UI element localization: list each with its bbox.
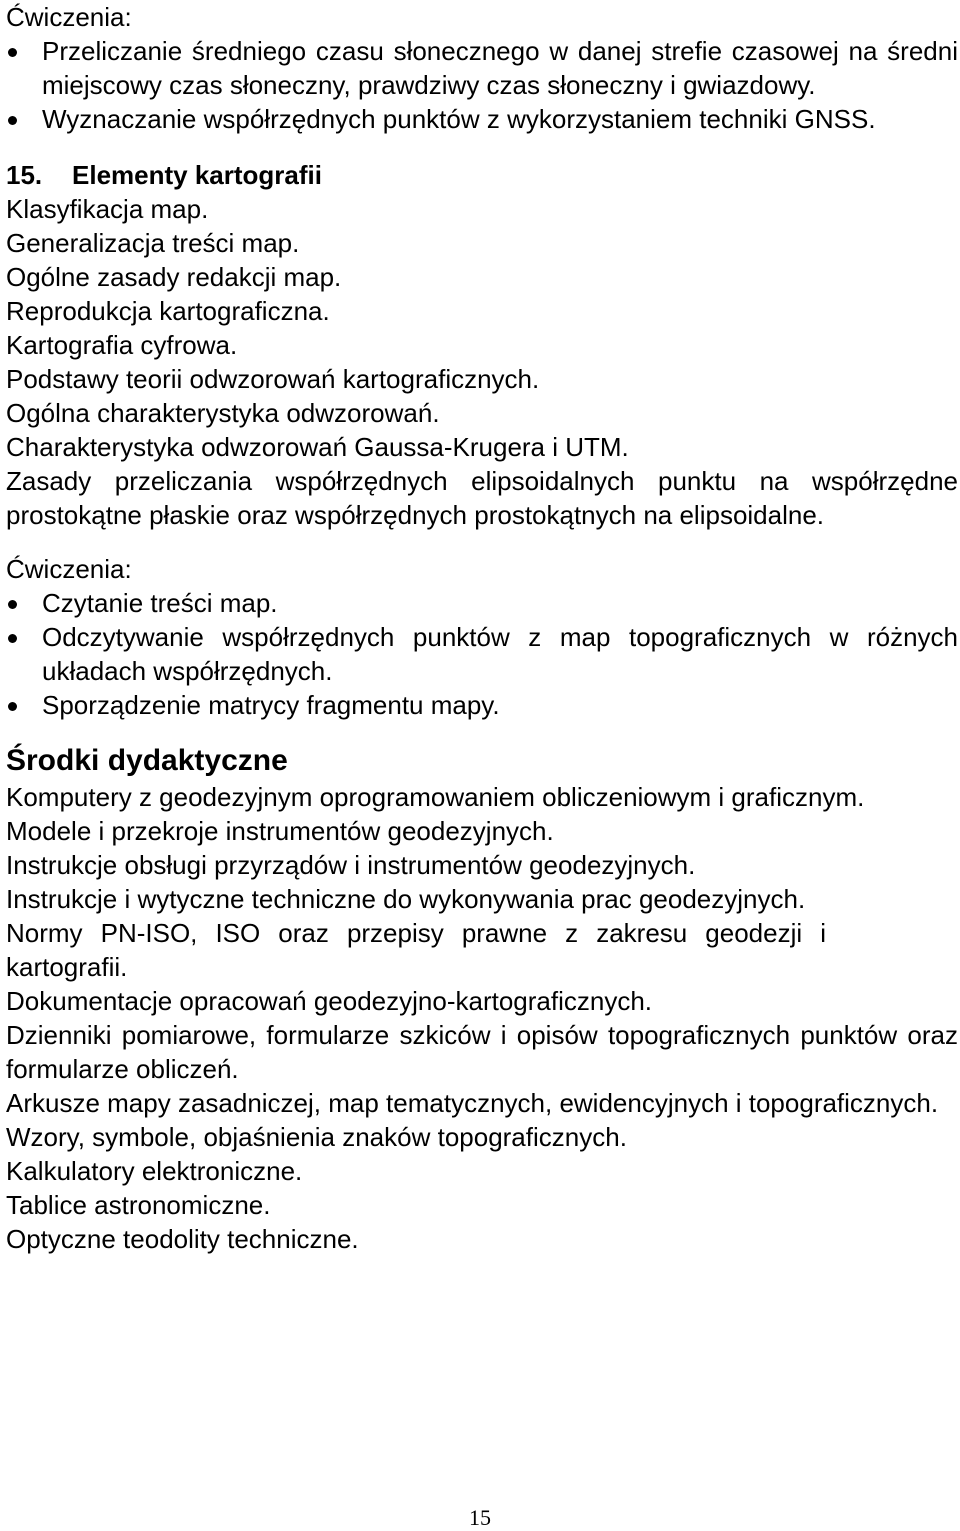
resource-item: Kalkulatory elektroniczne. (6, 1156, 303, 1186)
page-number: 15 (469, 1505, 491, 1530)
topic-line: Generalizacja treści map. (6, 228, 300, 258)
resource-item: Tablice astronomiczne. (6, 1190, 271, 1220)
topic-line: Podstawy teorii odwzorowań kartograficznych. (6, 364, 540, 394)
topic-line: Ogólna charakterystyka odwzorowań. (6, 398, 440, 428)
exercise-text: Czytanie treści map. (42, 588, 278, 618)
topic-line: Ogólne zasady redakcji map. (6, 262, 342, 292)
exercise-text: Odczytywanie współrzędnych punktów z map topograficznych w różnych układach współrzędnych. (42, 622, 958, 686)
resource-item: Dzienniki pomiarowe, formularze szkiców i opisów topograficznych punktów oraz formularze obliczeń. (6, 1020, 958, 1084)
topic-line: Charakterystyka odwzorowań Gaussa-Krugera i UTM. (6, 432, 629, 462)
exercise-item (6, 102, 958, 136)
exercise-item (6, 34, 958, 102)
exercises-list (6, 586, 958, 722)
exercise-text: Przeliczanie średniego czasu słonecznego w danej strefie czasowej na średni miejscowy czas słoneczny, prawdziwy czas słoneczny i gwiazdowy. (42, 36, 958, 100)
exercise-item (6, 688, 958, 722)
topic-line: Kartografia cyfrowa. (6, 330, 238, 360)
bullet-icon (8, 634, 17, 643)
bullet-icon (8, 48, 17, 57)
section-title: Elementy kartografii (72, 160, 322, 190)
exercises-label: Ćwiczenia: (6, 554, 132, 584)
bullet-icon (8, 116, 17, 125)
topic-line: Klasyfikacja map. (6, 194, 209, 224)
resource-item: Arkusze mapy zasadniczej, map tematycznych, ewidencyjnych i topograficznych. (6, 1088, 939, 1118)
bullet-icon (8, 600, 17, 609)
exercise-item (6, 620, 958, 688)
resource-item: Dokumentacje opracowań geodezyjno-kartograficznych. (6, 986, 653, 1016)
resource-item: Normy PN-ISO, ISO oraz przepisy prawne z zakresu geodezji i kartografii. (6, 918, 826, 982)
resource-item: Optyczne teodolity techniczne. (6, 1224, 359, 1254)
document-page (6, 0, 958, 1531)
bullet-icon (8, 702, 17, 711)
section-heading (6, 158, 958, 192)
exercise-text: Sporządzenie matrycy fragmentu mapy. (42, 690, 500, 720)
topic-line: Reprodukcja kartograficzna. (6, 296, 330, 326)
exercise-item (6, 586, 958, 620)
section-number: 15. (6, 160, 43, 190)
resource-item: Komputery z geodezyjnym oprogramowaniem obliczeniowym i graficznym. (6, 782, 865, 812)
resource-item: Instrukcje obsługi przyrządów i instrumentów geodezyjnych. (6, 850, 696, 880)
resource-item: Wzory, symbole, objaśnienia znaków topograficznych. (6, 1122, 627, 1152)
resource-item: Instrukcje i wytyczne techniczne do wykonywania prac geodezyjnych. (6, 884, 806, 914)
topic-paragraph: Zasady przeliczania współrzędnych elipsoidalnych punktu na współrzędne prostokątne płaskie oraz współrzędnych prostokątnych na elipsoidalne. (6, 466, 958, 530)
exercises-list (6, 34, 958, 136)
resource-item: Modele i przekroje instrumentów geodezyjnych. (6, 816, 554, 846)
resources-heading: Środki dydaktyczne (6, 744, 288, 777)
exercises-label: Ćwiczenia: (6, 2, 132, 32)
exercise-text: Wyznaczanie współrzędnych punktów z wykorzystaniem techniki GNSS. (42, 104, 876, 134)
